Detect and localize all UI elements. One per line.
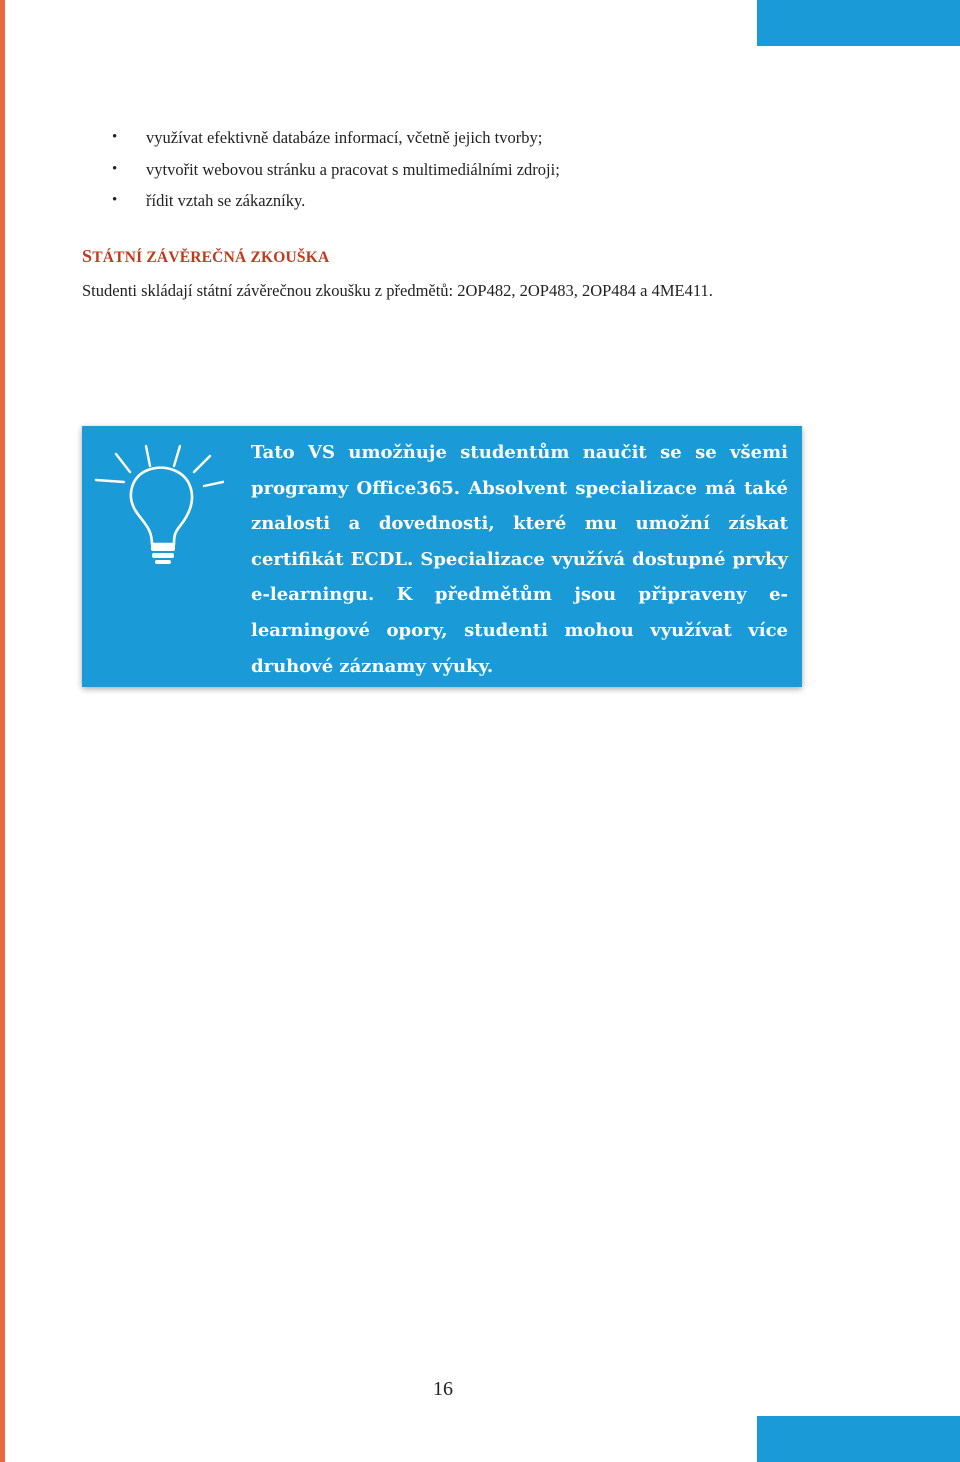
list-item bbox=[112, 122, 792, 154]
info-box-text: Tato VS umožňuje studentům naučit se se všemi programy Office365. Absolvent specializace má také znalosti a dovednosti, které mu umožní získat certifikát ECDL. Specializace využívá dostupné prvky e-learningu. K předmětům jsou připraveny e-learningové opory, studenti mohou využívat více druhové záznamy výuky. bbox=[251, 442, 788, 677]
bullet-marker: • bbox=[112, 160, 118, 177]
section-heading-rest: TÁTNÍ ZÁVĚREČNÁ ZKOUŠKA bbox=[92, 249, 330, 266]
skills-list bbox=[112, 122, 792, 217]
bottom-corner-block bbox=[757, 1416, 960, 1462]
section-paragraph: Studenti skládají státní závěrečnou zkoušku z předmětů: 2OP482, 2OP483, 2OP484 a 4ME411. bbox=[82, 281, 713, 300]
section-heading bbox=[82, 244, 329, 270]
page-number: 16 bbox=[433, 1378, 453, 1400]
list-item bbox=[112, 154, 792, 186]
bullet-marker: • bbox=[112, 192, 118, 208]
info-box bbox=[82, 426, 802, 687]
top-corner-block bbox=[757, 0, 960, 46]
list-item bbox=[112, 185, 792, 217]
list-item-text: řídit vztah se zákazníky. bbox=[146, 191, 306, 210]
list-item-text: využívat efektivně databáze informací, včetně jejich tvorby; bbox=[146, 128, 543, 147]
bullet-marker: • bbox=[112, 129, 118, 145]
lightbulb-icon bbox=[94, 436, 224, 566]
left-accent-bar bbox=[0, 0, 5, 1462]
section-heading-initial: S bbox=[82, 246, 93, 266]
list-item-text: vytvořit webovou stránku a pracovat s multimediálními zdroji; bbox=[146, 159, 560, 179]
